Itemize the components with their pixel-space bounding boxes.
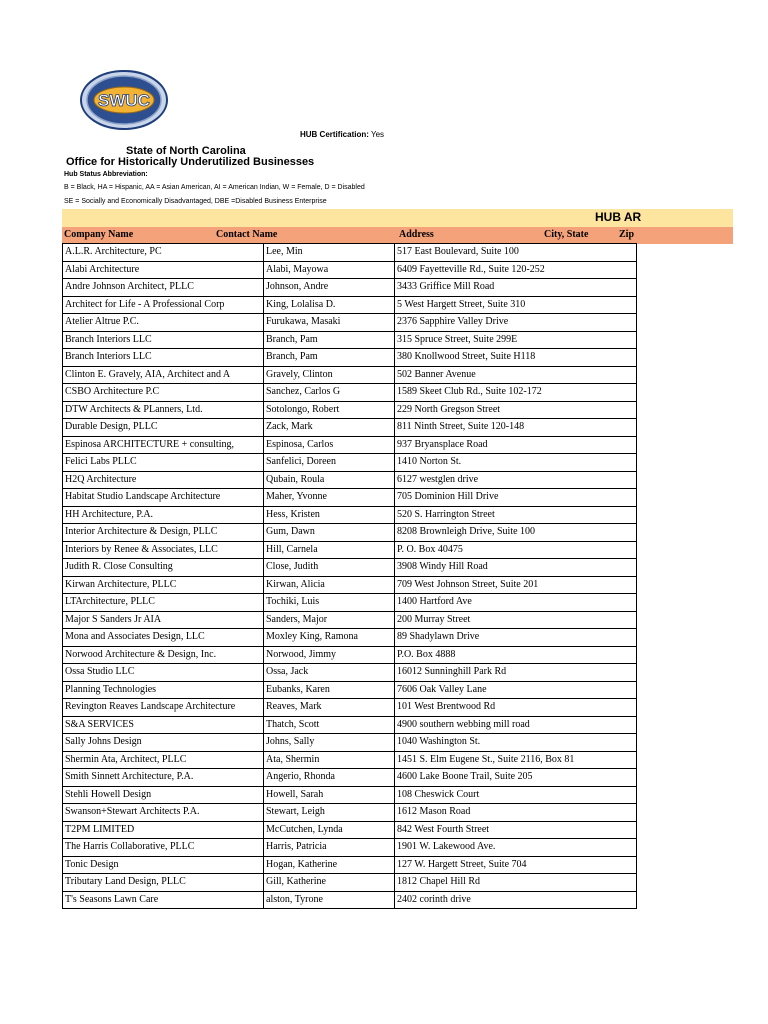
swuc-logo xyxy=(80,70,168,130)
contact-name-cell: McCutchen, Lynda xyxy=(264,821,395,839)
company-name-cell: LTArchitecture, PLLC xyxy=(63,594,264,612)
table-row xyxy=(63,664,637,682)
contact-name-cell: Sanfelici, Doreen xyxy=(264,454,395,472)
contact-name-cell: Gill, Katherine xyxy=(264,874,395,892)
table-row xyxy=(63,541,637,559)
contact-name-cell: Branch, Pam xyxy=(264,331,395,349)
contact-name-cell: Zack, Mark xyxy=(264,419,395,437)
header-contact-name: Contact Name xyxy=(216,229,278,240)
address-cell: 7606 Oak Valley Lane xyxy=(395,681,637,699)
address-cell: 2402 corinth drive xyxy=(395,891,637,909)
company-name-cell: Revington Reaves Landscape Architecture xyxy=(63,699,264,717)
contact-name-cell: Hogan, Katherine xyxy=(264,856,395,874)
table-row xyxy=(63,436,637,454)
address-cell: 8208 Brownleigh Drive, Suite 100 xyxy=(395,524,637,542)
table-row xyxy=(63,751,637,769)
contact-name-cell: alston, Tyrone xyxy=(264,891,395,909)
company-name-cell: Ossa Studio LLC xyxy=(63,664,264,682)
address-cell: 6127 westglen drive xyxy=(395,471,637,489)
architects-table xyxy=(62,243,637,909)
sheet-title: HUB AR xyxy=(595,210,642,224)
contact-name-cell: Espinosa, Carlos xyxy=(264,436,395,454)
address-cell: 3908 Windy Hill Road xyxy=(395,559,637,577)
company-name-cell: CSBO Architecture P.C xyxy=(63,384,264,402)
company-name-cell: Atelier Altrue P.C. xyxy=(63,314,264,332)
header-city-state: City, State xyxy=(544,229,589,240)
contact-name-cell: Close, Judith xyxy=(264,559,395,577)
address-cell: 1612 Mason Road xyxy=(395,804,637,822)
company-name-cell: S&A SERVICES xyxy=(63,716,264,734)
contact-name-cell: Gravely, Clinton xyxy=(264,366,395,384)
company-name-cell: T's Seasons Lawn Care xyxy=(63,891,264,909)
company-name-cell: The Harris Collaborative, PLLC xyxy=(63,839,264,857)
hub-certification-label: HUB Certification: xyxy=(300,130,369,139)
company-name-cell: Architect for Life - A Professional Corp xyxy=(63,296,264,314)
table-row xyxy=(63,804,637,822)
table-row xyxy=(63,454,637,472)
state-title: State of North Carolina xyxy=(126,145,246,157)
header-zip: Zip xyxy=(619,229,635,240)
address-cell: 3433 Griffice Mill Road xyxy=(395,279,637,297)
company-name-cell: Judith R. Close Consulting xyxy=(63,559,264,577)
contact-name-cell: Reaves, Mark xyxy=(264,699,395,717)
abbreviation-line-1: B = Black, HA = Hispanic, AA = Asian American, AI = American Indian, W = Female, D = Disabled xyxy=(64,184,365,191)
contact-name-cell: Angerio, Rhonda xyxy=(264,769,395,787)
company-name-cell: Shermin Ata, Architect, PLLC xyxy=(63,751,264,769)
company-name-cell: Sally Johns Design xyxy=(63,734,264,752)
company-name-cell: Habitat Studio Landscape Architecture xyxy=(63,489,264,507)
table-row xyxy=(63,296,637,314)
table-row xyxy=(63,506,637,524)
table-row xyxy=(63,384,637,402)
table-row xyxy=(63,401,637,419)
company-name-cell: Major S Sanders Jr AIA xyxy=(63,611,264,629)
company-name-cell: Smith Sinnett Architecture, P.A. xyxy=(63,769,264,787)
company-name-cell: Branch Interiors LLC xyxy=(63,331,264,349)
company-name-cell: Planning Technologies xyxy=(63,681,264,699)
table-row xyxy=(63,576,637,594)
address-cell: 1812 Chapel Hill Rd xyxy=(395,874,637,892)
company-name-cell: DTW Architects & PLanners, Ltd. xyxy=(63,401,264,419)
company-name-cell: Branch Interiors LLC xyxy=(63,349,264,367)
table-row xyxy=(63,629,637,647)
contact-name-cell: Moxley King, Ramona xyxy=(264,629,395,647)
contact-name-cell: Kirwan, Alicia xyxy=(264,576,395,594)
table-row xyxy=(63,594,637,612)
company-name-cell: Clinton E. Gravely, AIA, Architect and A xyxy=(63,366,264,384)
company-name-cell: Kirwan Architecture, PLLC xyxy=(63,576,264,594)
header-address: Address xyxy=(399,229,434,240)
contact-name-cell: Thatch, Scott xyxy=(264,716,395,734)
contact-name-cell: Tochiki, Luis xyxy=(264,594,395,612)
address-cell: 1400 Hartford Ave xyxy=(395,594,637,612)
abbreviation-line-2: SE = Socially and Economically Disadvantaged, DBE =Disabled Business Enterprise xyxy=(64,198,327,205)
hub-certification-value: Yes xyxy=(370,130,385,139)
address-cell: 811 Ninth Street, Suite 120-148 xyxy=(395,419,637,437)
address-cell: P. O. Box 40475 xyxy=(395,541,637,559)
contact-name-cell: Qubain, Roula xyxy=(264,471,395,489)
table-row xyxy=(63,349,637,367)
contact-name-cell: Howell, Sarah xyxy=(264,786,395,804)
company-name-cell: Norwood Architecture & Design, Inc. xyxy=(63,646,264,664)
address-cell: 709 West Johnson Street, Suite 201 xyxy=(395,576,637,594)
table-row xyxy=(63,769,637,787)
table-row xyxy=(63,699,637,717)
address-cell: 1040 Washington St. xyxy=(395,734,637,752)
header-company-name: Company Name xyxy=(64,229,134,240)
company-name-cell: Swanson+Stewart Architects P.A. xyxy=(63,804,264,822)
abbreviation-heading: Hub Status Abbreviation: xyxy=(64,171,148,178)
address-cell: 89 Shadylawn Drive xyxy=(395,629,637,647)
contact-name-cell: Gum, Dawn xyxy=(264,524,395,542)
company-name-cell: A.L.R. Architecture, PC xyxy=(63,244,264,262)
company-name-cell: Interiors by Renee & Associates, LLC xyxy=(63,541,264,559)
table-row xyxy=(63,471,637,489)
address-cell: 4900 southern webbing mill road xyxy=(395,716,637,734)
table-row xyxy=(63,559,637,577)
contact-name-cell: Maher, Yvonne xyxy=(264,489,395,507)
address-cell: 16012 Sunninghill Park Rd xyxy=(395,664,637,682)
address-cell: 127 W. Hargett Street, Suite 704 xyxy=(395,856,637,874)
table-row xyxy=(63,366,637,384)
contact-name-cell: Harris, Patricia xyxy=(264,839,395,857)
contact-name-cell: Sanders, Major xyxy=(264,611,395,629)
table-row xyxy=(63,786,637,804)
contact-name-cell: Johnson, Andre xyxy=(264,279,395,297)
architects-table-body xyxy=(63,244,637,909)
company-name-cell: Mona and Associates Design, LLC xyxy=(63,629,264,647)
address-cell: 937 Bryansplace Road xyxy=(395,436,637,454)
contact-name-cell: Norwood, Jimmy xyxy=(264,646,395,664)
table-row xyxy=(63,821,637,839)
company-name-cell: Tonic Design xyxy=(63,856,264,874)
company-name-cell: H2Q Architecture xyxy=(63,471,264,489)
logo-text: SWUC xyxy=(98,91,150,110)
table-row xyxy=(63,874,637,892)
contact-name-cell: Hess, Kristen xyxy=(264,506,395,524)
address-cell: 380 Knollwood Street, Suite H118 xyxy=(395,349,637,367)
address-cell: P.O. Box 4888 xyxy=(395,646,637,664)
company-name-cell: Tributary Land Design, PLLC xyxy=(63,874,264,892)
table-row xyxy=(63,331,637,349)
table-row xyxy=(63,716,637,734)
contact-name-cell: Stewart, Leigh xyxy=(264,804,395,822)
address-cell: 1589 Skeet Club Rd., Suite 102-172 xyxy=(395,384,637,402)
company-name-cell: Stehli Howell Design xyxy=(63,786,264,804)
table-row xyxy=(63,856,637,874)
column-header-bar xyxy=(62,227,733,244)
address-cell: 502 Banner Avenue xyxy=(395,366,637,384)
address-cell: 517 East Boulevard, Suite 100 xyxy=(395,244,637,262)
table-row xyxy=(63,611,637,629)
table-row xyxy=(63,419,637,437)
address-cell: 4600 Lake Boone Trail, Suite 205 xyxy=(395,769,637,787)
contact-name-cell: Johns, Sally xyxy=(264,734,395,752)
contact-name-cell: Eubanks, Karen xyxy=(264,681,395,699)
table-row xyxy=(63,279,637,297)
contact-name-cell: Ossa, Jack xyxy=(264,664,395,682)
sheet-title-bar xyxy=(62,209,733,227)
company-name-cell: T2PM LIMITED xyxy=(63,821,264,839)
table-row xyxy=(63,734,637,752)
contact-name-cell: Sotolongo, Robert xyxy=(264,401,395,419)
address-cell: 705 Dominion Hill Drive xyxy=(395,489,637,507)
company-name-cell: Felici Labs PLLC xyxy=(63,454,264,472)
company-name-cell: Interior Architecture & Design, PLLC xyxy=(63,524,264,542)
address-cell: 1901 W. Lakewood Ave. xyxy=(395,839,637,857)
address-cell: 1451 S. Elm Eugene St., Suite 2116, Box 81 xyxy=(395,751,637,769)
table-row xyxy=(63,261,637,279)
contact-name-cell: Ata, Shermin xyxy=(264,751,395,769)
table-row xyxy=(63,244,637,262)
company-name-cell: Espinosa ARCHITECTURE + consulting, xyxy=(63,436,264,454)
address-cell: 6409 Fayetteville Rd., Suite 120-252 xyxy=(395,261,637,279)
company-name-cell: Alabi Architecture xyxy=(63,261,264,279)
address-cell: 101 West Brentwood Rd xyxy=(395,699,637,717)
contact-name-cell: Sanchez, Carlos G xyxy=(264,384,395,402)
address-cell: 520 S. Harrington Street xyxy=(395,506,637,524)
address-cell: 229 North Gregson Street xyxy=(395,401,637,419)
address-cell: 1410 Norton St. xyxy=(395,454,637,472)
table-row xyxy=(63,314,637,332)
table-row xyxy=(63,646,637,664)
company-name-cell: HH Architecture, P.A. xyxy=(63,506,264,524)
address-cell: 200 Murray Street xyxy=(395,611,637,629)
company-name-cell: Durable Design, PLLC xyxy=(63,419,264,437)
contact-name-cell: Furukawa, Masaki xyxy=(264,314,395,332)
contact-name-cell: Hill, Carnela xyxy=(264,541,395,559)
address-cell: 2376 Sapphire Valley Drive xyxy=(395,314,637,332)
address-cell: 5 West Hargett Street, Suite 310 xyxy=(395,296,637,314)
company-name-cell: Andre Johnson Architect, PLLC xyxy=(63,279,264,297)
table-row xyxy=(63,489,637,507)
office-title: Office for Historically Underutilized Businesses xyxy=(66,156,315,168)
hub-certification xyxy=(300,130,384,139)
address-cell: 315 Spruce Street, Suite 299E xyxy=(395,331,637,349)
contact-name-cell: King, Lolalisa D. xyxy=(264,296,395,314)
table-row xyxy=(63,839,637,857)
contact-name-cell: Lee, Min xyxy=(264,244,395,262)
address-cell: 108 Cheswick Court xyxy=(395,786,637,804)
table-row xyxy=(63,524,637,542)
address-cell: 842 West Fourth Street xyxy=(395,821,637,839)
contact-name-cell: Branch, Pam xyxy=(264,349,395,367)
table-row xyxy=(63,891,637,909)
table-row xyxy=(63,681,637,699)
contact-name-cell: Alabi, Mayowa xyxy=(264,261,395,279)
